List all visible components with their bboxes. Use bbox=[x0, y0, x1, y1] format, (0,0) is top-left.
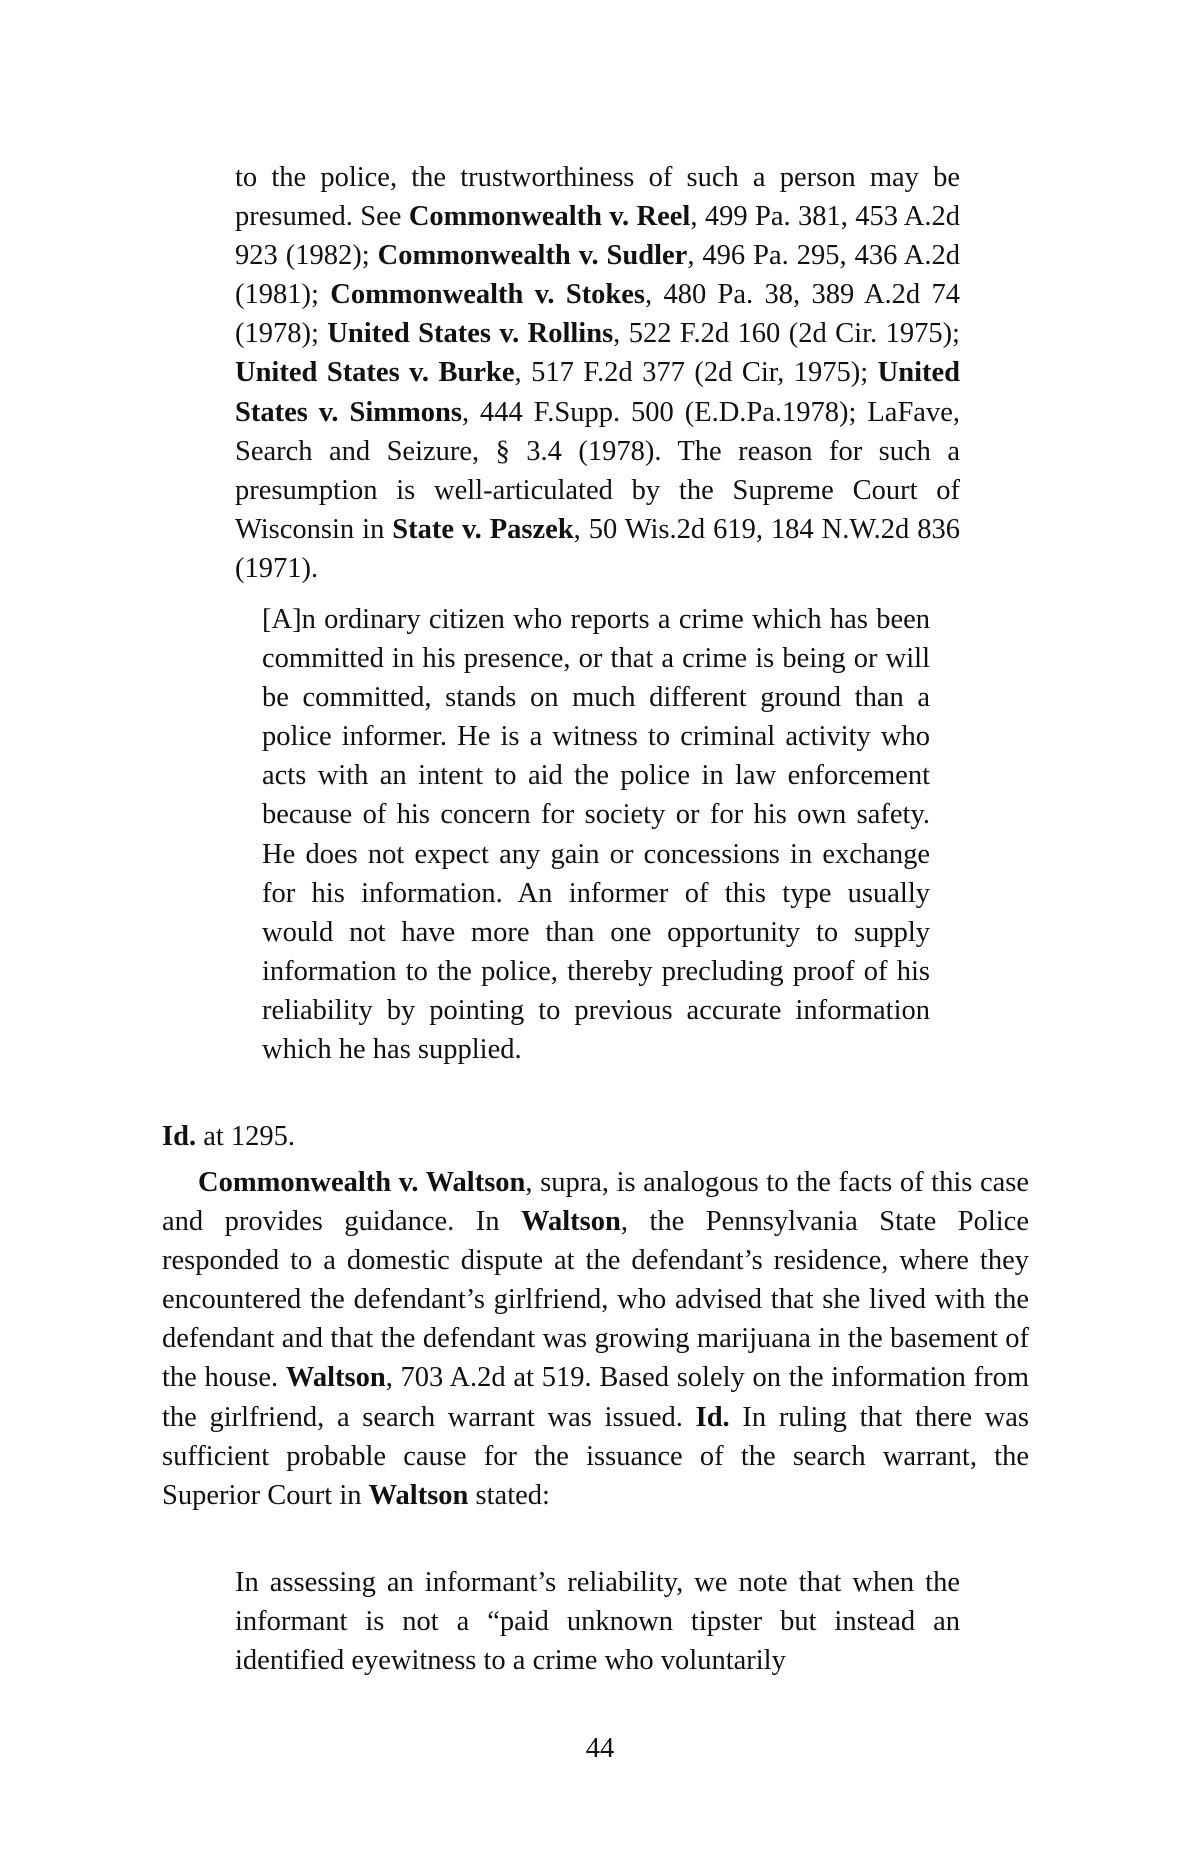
quote-text: In assessing an informant’s reliability, we note that when the informant is not a “paid unknown tipster but instead an identified eyewitness to a crime who voluntarily bbox=[235, 1567, 960, 1677]
block-quote bbox=[235, 1563, 960, 1680]
case-citation: Commonwealth v. Sudler bbox=[377, 240, 688, 272]
block-quote bbox=[262, 600, 930, 1069]
body-paragraph bbox=[235, 158, 960, 588]
paragraph-text: Commonwealth v. Waltson, supra, is analogous to the facts of this case and provides guidance. In Waltson, the Pennsylvania State Police responded to a domestic dispute at the defendant’s residence, where they encountered the defendant’s girlfriend, who advised that she lived with the defendant and that the defendant was growing marijuana in the basement of the house. Waltson, 703 A.2d at 519. Based solely on the information from the girlfriend, a search warrant was issued. Id. In ruling that there was sufficient probable cause for the issuance of the search warrant, the Superior Court in Waltson stated: bbox=[162, 1167, 1029, 1511]
case-citation: United States v. Burke bbox=[235, 357, 515, 389]
case-citation: Id. bbox=[695, 1401, 730, 1433]
case-citation: Commonwealth v. Waltson bbox=[198, 1167, 526, 1198]
case-citation: Waltson bbox=[368, 1479, 469, 1511]
case-citation: State v. Paszek bbox=[392, 513, 574, 545]
case-citation: Commonwealth v. Stokes bbox=[330, 279, 646, 311]
citation-line bbox=[162, 1117, 662, 1156]
case-citation: Waltson bbox=[285, 1362, 386, 1394]
case-citation: United States v. Simmons bbox=[235, 357, 960, 428]
quote-text: [A]n ordinary citizen who reports a crime which has been committed in his presence, or that a crime is being or will be committed, stands on much different ground than a police informer. He is a witness to criminal activity who acts with an intent to aid the police in law enforcement because of his concern for society or for his own safety. He does not expect any gain or concessions in exchange for his information. An informer of this type usually would not have more than one opportunity to supply information to the police, thereby precluding proof of his reliability by pointing to previous accurate information which he has supplied. bbox=[262, 604, 930, 1066]
case-citation: Commonwealth v. Reel bbox=[408, 201, 691, 233]
case-citation: Waltson bbox=[521, 1206, 621, 1238]
citation-text: Id. at 1295. bbox=[162, 1121, 296, 1152]
paragraph-text: to the police, the trustworthiness of such a person may be presumed. See Commonwealth v. Reel, 499 Pa. 381, 453 A.2d 923 (1982); Commonwealth v. Sudler, 496 Pa. 295, 436 A.2d (1981); Commonwealth v. Stokes, 480 Pa. 38, 389 A.2d 74 (1978); United States v. Rollins, 522 F.2d 160 (2d Cir. 1975); United States v. Burke, 517 F.2d 377 (2d Cir, 1975); United States v. Simmons, 444 F.Supp. 500 (E.D.Pa.1978); LaFave, Search and Seizure, § 3.4 (1978). The reason for such a presumption is well-articulated by the Supreme Court of Wisconsin in State v. Paszek, 50 Wis.2d 619, 184 N.W.2d 836 (1971). bbox=[235, 162, 961, 584]
case-citation: United States v. Rollins bbox=[327, 318, 614, 350]
body-paragraph bbox=[162, 1163, 1029, 1515]
page-number: 44 bbox=[585, 1733, 615, 1764]
case-citation: Id. bbox=[162, 1121, 197, 1152]
